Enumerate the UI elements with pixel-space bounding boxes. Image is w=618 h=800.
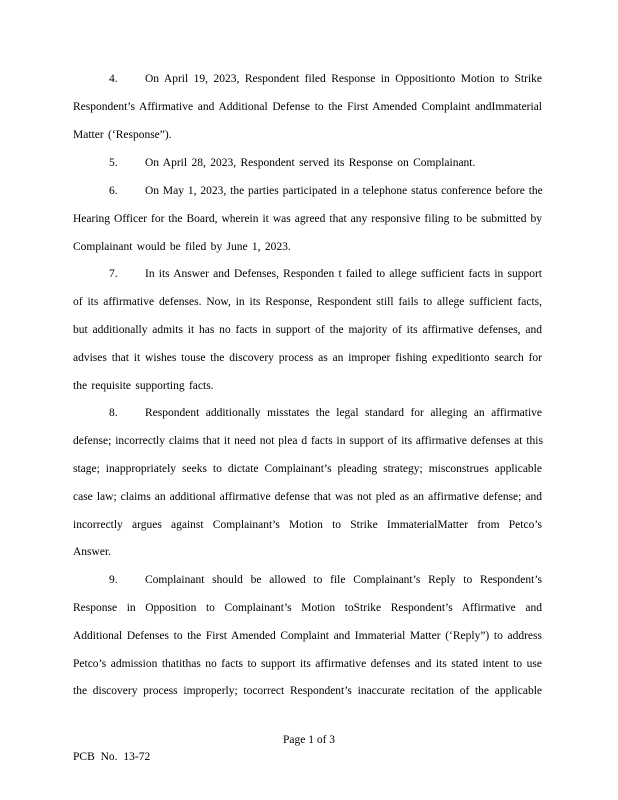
- paragraph-7-line-1: [109, 266, 542, 282]
- paragraph-7-line-2: of its affirmative defenses. Now, in its Response, Respondent still fails to allege sufficient facts,: [73, 296, 542, 308]
- paragraph-text: Complainant should be allowed to file Complainant’s Reply to Respondent’s: [145, 574, 542, 586]
- paragraph-number: 8.: [109, 407, 118, 419]
- paragraph-6-line-1: [109, 183, 542, 199]
- paragraph-9-line-3: Additional Defenses to the First Amended Complaint and Immaterial Matter (‘Reply”) to address: [73, 630, 542, 642]
- paragraph-number: 6.: [109, 185, 118, 197]
- paragraph-text: Respondent additionally misstates the legal standard for alleging an affirmative: [145, 407, 542, 419]
- paragraph-text: On April 19, 2023, Respondent filed Response in Oppositionto Motion to Strike: [145, 73, 542, 85]
- paragraph-6-line-3: Complainant would be filed by June 1, 2023.: [73, 241, 291, 253]
- paragraph-4-line-2: Respondent’s Affirmative and Additional Defense to the First Amended Complaint andImmaterial: [73, 101, 542, 113]
- paragraph-number: 4.: [109, 73, 118, 85]
- paragraph-4-line-1: [109, 71, 542, 87]
- paragraph-number: 7.: [109, 268, 118, 280]
- paragraph-8-line-6: Answer.: [73, 546, 112, 558]
- paragraph-8-line-1: [109, 405, 542, 421]
- paragraph-9-line-2: Response in Opposition to Complainant’s Motion toStrike Respondent’s Affirmative and: [73, 602, 542, 614]
- paragraph-text: On April 28, 2023, Respondent served its Response on Complainant.: [145, 157, 476, 169]
- paragraph-6-line-2: Hearing Officer for the Board, wherein it was agreed that any responsive filing to be submitted by: [73, 213, 542, 225]
- paragraph-8-line-5: incorrectly argues against Complainant’s Motion to Strike ImmaterialMatter from Petco’s: [73, 519, 542, 531]
- page-number-footer: Page 1 of 3: [282, 734, 336, 746]
- paragraph-7-line-3: but additionally admits it has no facts in support of the majority of its affirmative defenses, and: [73, 324, 542, 336]
- paragraph-8-line-4: case law; claims an additional affirmative defense that was not pled as an affirmative defense; and: [73, 491, 542, 503]
- paragraph-8-line-2: defense; incorrectly claims that it need not plea d facts in support of its affirmative defenses at this: [73, 435, 543, 447]
- paragraph-8-line-3: stage; inappropriately seeks to dictate Complainant’s pleading strategy; misconstrues applicable: [73, 463, 542, 475]
- paragraph-7-line-5: the requisite supporting facts.: [73, 380, 214, 392]
- paragraph-text: In its Answer and Defenses, Responden t failed to allege sufficient facts in support: [145, 268, 542, 280]
- paragraph-7-line-4: advises that it wishes touse the discovery process as an improper fishing expeditionto search for: [73, 352, 542, 364]
- paragraph-text: On May 1, 2023, the parties participated in a telephone status conference before the: [145, 185, 543, 197]
- paragraph-5-line-1: [109, 155, 542, 171]
- paragraph-4-line-3: Matter (‘Response”).: [73, 129, 172, 141]
- paragraph-9-line-4: Petco’s admission thatithas no facts to support its affirmative defenses and its stated intent to use: [73, 658, 542, 670]
- paragraph-9-line-5: the discovery process improperly; tocorrect Respondent’s inaccurate recitation of the applicable: [73, 685, 542, 697]
- case-number-footer: PCB No. 13-72: [73, 751, 151, 763]
- paragraph-number: 5.: [109, 157, 118, 169]
- paragraph-9-line-1: [109, 572, 542, 588]
- paragraph-number: 9.: [109, 574, 118, 586]
